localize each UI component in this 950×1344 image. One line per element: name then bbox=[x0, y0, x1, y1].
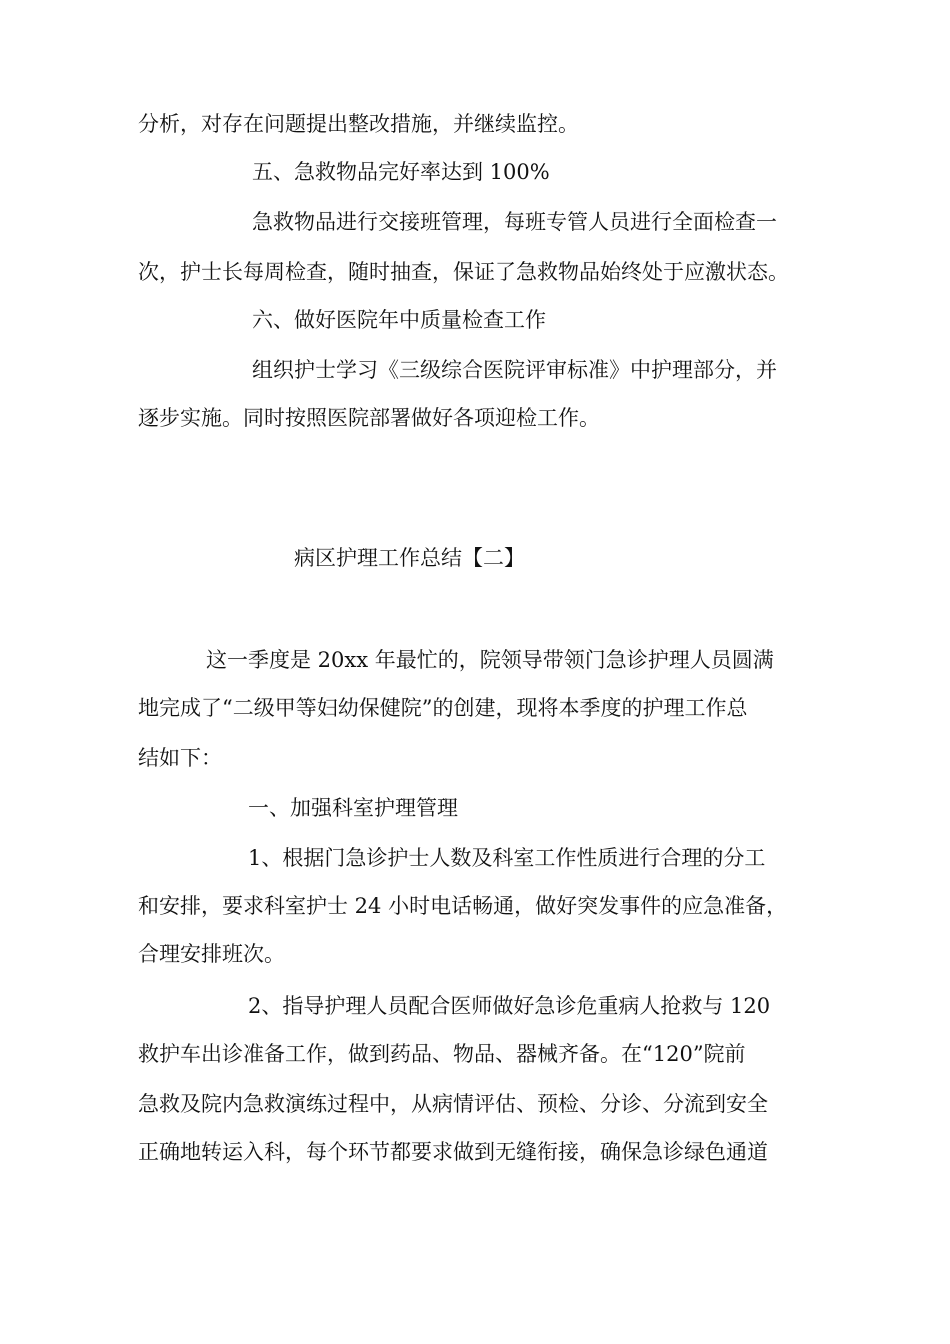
text-line: 逐步实施。同时按照医院部署做好各项迎检工作。 bbox=[138, 406, 600, 430]
text-line: 次，护士长每周检查，随时抽查，保证了急救物品始终处于应激状态。 bbox=[138, 260, 789, 284]
section-heading: 五、急救物品完好率达到 100% bbox=[252, 160, 550, 184]
text-line: 急救及院内急救演练过程中，从病情评估、预检、分诊、分流到安全 bbox=[138, 1092, 768, 1116]
text-line: 分析，对存在问题提出整改措施，并继续监控。 bbox=[138, 112, 579, 136]
text-line: 合理安排班次。 bbox=[138, 942, 285, 966]
text-line: 急救物品进行交接班管理，每班专管人员进行全面检查一 bbox=[252, 210, 777, 234]
text-line: 1、根据门急诊护士人数及科室工作性质进行合理的分工 bbox=[248, 846, 766, 870]
document-title: 病区护理工作总结【二】 bbox=[294, 546, 525, 570]
text-line: 地完成了“二级甲等妇幼保健院”的创建，现将本季度的护理工作总 bbox=[138, 696, 748, 720]
text-line: 正确地转运入科，每个环节都要求做到无缝衔接，确保急诊绿色通道 bbox=[138, 1140, 768, 1164]
section-heading: 一、加强科室护理管理 bbox=[248, 796, 458, 820]
text-line: 救护车出诊准备工作，做到药品、物品、器械齐备。在“120”院前 bbox=[138, 1042, 746, 1066]
text-line: 结如下： bbox=[138, 746, 222, 770]
section-heading: 六、做好医院年中质量检查工作 bbox=[252, 308, 546, 332]
text-line: 组织护士学习《三级综合医院评审标准》中护理部分，并 bbox=[252, 358, 777, 382]
text-line: 和安排，要求科室护士 24 小时电话畅通，做好突发事件的应急准备， bbox=[138, 894, 788, 918]
text-line: 2、指导护理人员配合医师做好急诊危重病人抢救与 120 bbox=[248, 994, 771, 1018]
text-line: 这一季度是 20xx 年最忙的，院领导带领门急诊护理人员圆满 bbox=[206, 648, 774, 672]
